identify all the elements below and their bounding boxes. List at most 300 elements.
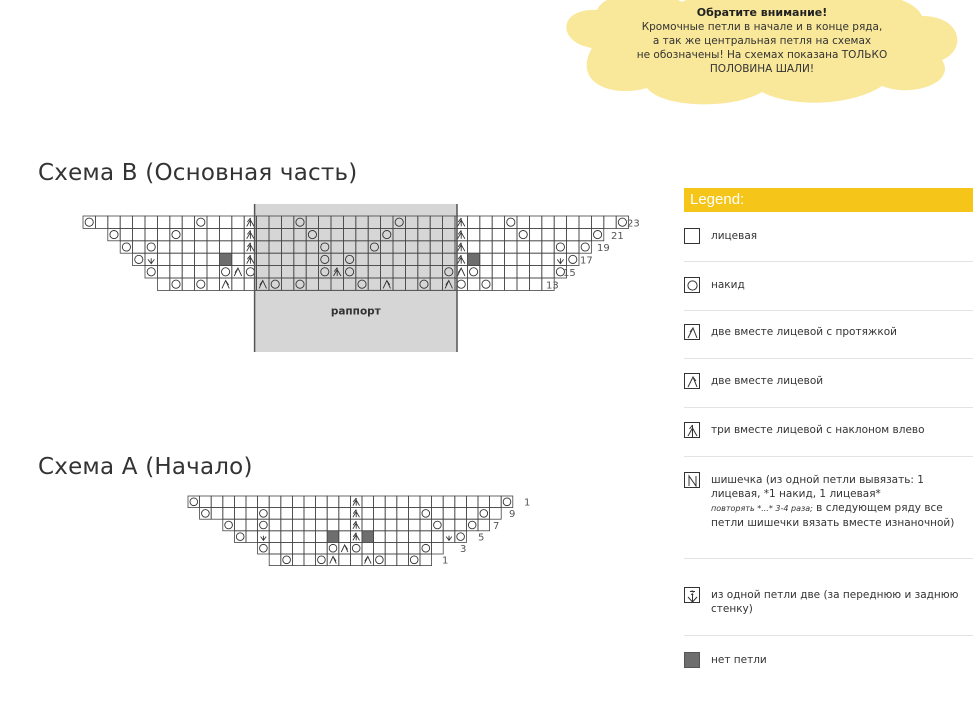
grid-cell — [567, 216, 579, 228]
circle-icon — [684, 277, 700, 293]
grid-cell — [182, 241, 194, 253]
grid-cell — [362, 519, 374, 531]
legend-label: из одной петли две (за переднюю и заднюю стенку) — [711, 589, 959, 615]
note-line: ПОЛОВИНА ШАЛИ! — [709, 63, 815, 75]
grid-cell — [339, 531, 351, 543]
yarn-over-mark — [457, 533, 465, 541]
grid-cell — [170, 216, 182, 228]
grid-cell — [182, 228, 194, 240]
yarn-over-mark — [246, 268, 254, 276]
grid-cell — [304, 542, 316, 554]
grid-cell — [350, 554, 362, 566]
increase-icon — [684, 587, 700, 603]
yarn-over-mark — [197, 280, 205, 288]
grid-cell — [517, 216, 529, 228]
grid-cell — [182, 253, 194, 265]
grid-cell — [316, 531, 328, 543]
yarn-over-mark — [85, 218, 93, 226]
row-number: 9 — [509, 509, 516, 521]
grid-cell — [246, 508, 258, 520]
grid-cell — [492, 253, 504, 265]
grid-cell — [339, 508, 351, 520]
grid-cell — [327, 508, 339, 520]
grid-cell — [133, 216, 145, 228]
triple-decrease-icon — [684, 422, 700, 438]
yarn-over-mark — [190, 498, 198, 506]
grid-cell — [133, 241, 145, 253]
grid-cell — [542, 253, 554, 265]
grid-cell — [316, 542, 328, 554]
legend-item-yarn-over — [684, 277, 973, 311]
increase-mark — [557, 258, 563, 263]
grid-cell — [269, 531, 281, 543]
grid-cell — [292, 554, 304, 566]
grid-cell — [480, 266, 492, 278]
grid-cell — [467, 253, 479, 265]
grid-cell — [432, 542, 444, 554]
grid-cell — [385, 531, 397, 543]
grid-cell — [443, 508, 455, 520]
yarn-over-mark — [147, 268, 155, 276]
grid-cell — [133, 228, 145, 240]
grid-cell — [579, 216, 591, 228]
grid-cell — [397, 508, 409, 520]
yarn-over-mark — [110, 231, 118, 239]
legend-item-no-stitch — [684, 652, 973, 682]
grid-cell — [95, 216, 107, 228]
grid-cell — [542, 216, 554, 228]
grid-cell — [362, 508, 374, 520]
legend-label: две вместе лицевой с протяжкой — [711, 326, 897, 338]
ssk-mark — [234, 268, 241, 276]
yarn-over-mark — [556, 243, 564, 251]
grid-cell — [397, 554, 409, 566]
yarn-over-mark — [222, 268, 230, 276]
grid-cell — [157, 253, 169, 265]
grid-cell — [362, 496, 374, 508]
k3tog-mark — [458, 230, 465, 238]
legend-label-rest: в следующем ряду все петли шишечки вязать вместе изнаночной) — [711, 502, 955, 529]
grid-cell — [219, 241, 231, 253]
yarn-over-mark — [260, 544, 268, 552]
note-title: Обратите внимание! — [696, 6, 828, 19]
grid-cell — [292, 508, 304, 520]
yarn-over-mark — [507, 218, 515, 226]
grid-cell — [195, 241, 207, 253]
grid-cell — [408, 519, 420, 531]
ssk-mark — [365, 557, 372, 564]
grid-cell — [480, 253, 492, 265]
grid-cell — [234, 508, 246, 520]
grid-cell — [157, 266, 169, 278]
row-number: 21 — [611, 230, 624, 242]
grid-cell — [170, 253, 182, 265]
yarn-over-mark — [581, 243, 589, 251]
grid-cell — [211, 508, 223, 520]
grid-cell — [542, 241, 554, 253]
grid-cell — [466, 508, 478, 520]
grid-cell — [542, 228, 554, 240]
grid-cell — [397, 496, 409, 508]
legend-label: лицевая — [711, 230, 758, 242]
grid-cell — [467, 241, 479, 253]
grid-cell — [223, 508, 235, 520]
grid-cell — [281, 531, 293, 543]
k3tog-mark — [247, 243, 254, 251]
grid-cell — [292, 496, 304, 508]
scheme-b-chart — [83, 204, 640, 352]
yarn-over-mark — [422, 510, 430, 518]
grid-cell — [480, 241, 492, 253]
grid-cell — [432, 508, 444, 520]
grid-cell — [223, 496, 235, 508]
grid-cell — [591, 216, 603, 228]
increase-mark — [446, 536, 452, 541]
grid-cell — [170, 241, 182, 253]
grid-cell — [232, 228, 244, 240]
grid-cell — [246, 496, 258, 508]
grid-cell — [269, 519, 281, 531]
legend-item-knit — [684, 228, 973, 262]
grid-cell — [269, 508, 281, 520]
yarn-over-mark — [503, 498, 511, 506]
empty-square-icon — [684, 228, 700, 244]
row-number: 13 — [546, 280, 559, 292]
increase-mark — [148, 258, 154, 263]
grid-cell — [362, 542, 374, 554]
ssk-mark — [458, 268, 465, 276]
bobble-icon — [684, 472, 700, 488]
k3tog-mark — [353, 533, 360, 541]
left-decrease-icon — [684, 324, 700, 340]
grid-cell — [443, 496, 455, 508]
grid-cell — [505, 228, 517, 240]
grid-cell — [157, 241, 169, 253]
grid-cell — [182, 216, 194, 228]
grid-cell — [232, 253, 244, 265]
note-line: а так же центральная петля на схемах — [652, 35, 872, 47]
grid-cell — [492, 216, 504, 228]
repeat-label: раппорт — [330, 305, 381, 318]
grid-cell — [182, 266, 194, 278]
grid-cell — [219, 253, 231, 265]
grid-cell — [505, 253, 517, 265]
yarn-over-mark — [172, 231, 180, 239]
grid-cell — [304, 508, 316, 520]
grid-cell — [455, 519, 467, 531]
grid-cell — [195, 228, 207, 240]
yarn-over-mark — [318, 556, 326, 564]
yarn-over-mark — [482, 280, 490, 288]
grid-cell — [207, 241, 219, 253]
grid-cell — [170, 266, 182, 278]
yarn-over-mark — [569, 255, 577, 263]
yarn-over-mark — [225, 521, 233, 529]
grid-cell — [219, 216, 231, 228]
grid-cell — [232, 241, 244, 253]
no-stitch-icon — [684, 652, 700, 668]
grid-cell — [408, 531, 420, 543]
grid-cell — [397, 519, 409, 531]
yarn-over-mark — [480, 510, 488, 518]
grid-cell — [529, 216, 541, 228]
row-number: 23 — [627, 218, 640, 230]
grid-cell — [490, 496, 502, 508]
k3tog-mark — [353, 498, 360, 506]
legend-item-ssk — [684, 324, 973, 359]
yarn-over-mark — [147, 243, 155, 251]
grid-cell — [567, 228, 579, 240]
grid-cell — [517, 241, 529, 253]
k2tog-mark — [330, 557, 337, 564]
grid-cell — [269, 496, 281, 508]
grid-cell — [420, 531, 432, 543]
grid-cell — [207, 216, 219, 228]
yarn-over-mark — [283, 556, 291, 564]
grid-cell — [281, 519, 293, 531]
legend-item-bobble — [684, 472, 973, 559]
grid-cell — [157, 228, 169, 240]
yarn-over-mark — [434, 521, 442, 529]
grid-cell — [529, 228, 541, 240]
grid-cell — [517, 253, 529, 265]
grid-cell — [374, 531, 386, 543]
legend-label-main: шишечка (из одной петли вывязать: 1 лицевая, *1 накид, 1 лицевая* — [711, 474, 924, 500]
grid-cell — [385, 508, 397, 520]
grid-cell — [281, 508, 293, 520]
grid-cell — [420, 519, 432, 531]
grid-cell — [258, 496, 270, 508]
grid-cell — [385, 519, 397, 531]
grid-cell — [480, 216, 492, 228]
grid-cell — [292, 519, 304, 531]
grid-cell — [420, 554, 432, 566]
grid-cell — [207, 278, 219, 290]
legend-label: три вместе лицевой с наклоном влево — [711, 424, 925, 436]
grid-cell — [157, 216, 169, 228]
row-number: 7 — [493, 520, 500, 532]
grid-cell — [385, 554, 397, 566]
grid-cell — [304, 496, 316, 508]
yarn-over-mark — [135, 255, 143, 263]
legend-item-increase — [684, 587, 973, 636]
grid-cell — [432, 496, 444, 508]
legend-label — [711, 473, 973, 530]
yarn-over-mark — [202, 510, 210, 518]
grid-cell — [200, 496, 212, 508]
legend-item-k2tog — [684, 373, 973, 408]
grid-cell — [505, 266, 517, 278]
grid-cell — [467, 216, 479, 228]
grid-cell — [529, 253, 541, 265]
yarn-over-mark — [468, 521, 476, 529]
grid-cell — [374, 496, 386, 508]
row-number: 17 — [580, 255, 593, 267]
scheme-a-title: Схема А (Начало) — [38, 454, 253, 480]
grid-cell — [234, 519, 246, 531]
grid-cell — [120, 228, 132, 240]
grid-cell — [467, 228, 479, 240]
grid-cell — [246, 531, 258, 543]
yarn-over-mark — [457, 280, 465, 288]
k3tog-mark — [353, 521, 360, 529]
k3tog-mark — [247, 255, 254, 263]
right-decrease-icon — [684, 373, 700, 389]
grid-cell — [281, 542, 293, 554]
grid-cell — [604, 216, 616, 228]
increase-mark — [261, 536, 267, 541]
grid-cell — [478, 519, 490, 531]
legend-panel — [684, 188, 973, 666]
note-line: Кромочные петли в начале и в конце ряда, — [641, 21, 883, 33]
grid-cell — [374, 508, 386, 520]
k3tog-mark — [458, 255, 465, 263]
grid-cell — [316, 496, 328, 508]
grid-cell — [505, 241, 517, 253]
grid-cell — [374, 519, 386, 531]
grid-cell — [408, 496, 420, 508]
grid-cell — [490, 508, 502, 520]
note-line: не обозначены! На схемах показана ТОЛЬКО — [636, 49, 888, 61]
grid-cell — [316, 519, 328, 531]
grid-cell — [292, 542, 304, 554]
grid-cell — [362, 531, 374, 543]
legend-label: накид — [711, 279, 745, 291]
grid-cell — [339, 496, 351, 508]
grid-cell — [195, 253, 207, 265]
yarn-over-mark — [594, 231, 602, 239]
grid-cell — [339, 519, 351, 531]
grid-cell — [505, 278, 517, 290]
yarn-over-mark — [260, 521, 268, 529]
grid-cell — [542, 266, 554, 278]
grid-cell — [408, 542, 420, 554]
yarn-over-mark — [410, 556, 418, 564]
grid-cell — [397, 531, 409, 543]
grid-cell — [219, 228, 231, 240]
row-number: 1 — [442, 555, 449, 567]
grid-cell — [232, 278, 244, 290]
grid-cell — [554, 228, 566, 240]
k3tog-mark — [458, 218, 465, 226]
yarn-over-mark — [352, 544, 360, 552]
legend-label: две вместе лицевой — [711, 375, 824, 387]
grid-cell — [517, 266, 529, 278]
grid-cell — [517, 278, 529, 290]
grid-cell — [304, 519, 316, 531]
grid-cell — [211, 496, 223, 508]
legend-label-small: повторять *...* 3-4 раза; — [711, 504, 813, 513]
yarn-over-mark — [329, 544, 337, 552]
row-number: 1 — [524, 497, 531, 509]
grid-cell — [207, 266, 219, 278]
grid-cell — [120, 216, 132, 228]
grid-cell — [385, 496, 397, 508]
scheme-a-chart — [188, 496, 530, 567]
grid-cell — [466, 496, 478, 508]
grid-cell — [304, 554, 316, 566]
grid-cell — [339, 554, 351, 566]
grid-cell — [443, 519, 455, 531]
yarn-over-mark — [618, 218, 626, 226]
grid-cell — [327, 531, 339, 543]
grid-cell — [420, 496, 432, 508]
yarn-over-mark — [260, 510, 268, 518]
grid-cell — [385, 542, 397, 554]
k3tog-mark — [353, 510, 360, 518]
grid-cell — [195, 266, 207, 278]
grid-cell — [397, 542, 409, 554]
grid-cell — [529, 241, 541, 253]
grid-cell — [108, 216, 120, 228]
legend-label: нет петли — [711, 654, 767, 666]
legend-item-k3tog — [684, 422, 973, 457]
grid-cell — [455, 508, 467, 520]
grid-cell — [492, 266, 504, 278]
row-number: 15 — [563, 268, 576, 279]
grid-cell — [269, 542, 281, 554]
grid-cell — [579, 228, 591, 240]
grid-cell — [327, 519, 339, 531]
yarn-over-mark — [197, 218, 205, 226]
yarn-over-mark — [422, 544, 430, 552]
k3tog-mark — [458, 243, 465, 251]
grid-cell — [207, 253, 219, 265]
grid-cell — [246, 519, 258, 531]
grid-cell — [145, 216, 157, 228]
yarn-over-mark — [470, 268, 478, 276]
grid-cell — [455, 496, 467, 508]
grid-cell — [478, 496, 490, 508]
grid-cell — [432, 531, 444, 543]
grid-cell — [232, 216, 244, 228]
grid-cell — [554, 216, 566, 228]
k3tog-mark — [247, 230, 254, 238]
grid-cell — [281, 496, 293, 508]
k2tog-mark — [222, 281, 229, 289]
k3tog-mark — [247, 218, 254, 226]
row-number: 5 — [478, 532, 485, 544]
yarn-over-mark — [236, 533, 244, 541]
scheme-b-title: Схема В (Основная часть) — [38, 160, 358, 186]
grid-cell — [492, 241, 504, 253]
yarn-over-mark — [519, 231, 527, 239]
grid-cell — [408, 508, 420, 520]
grid-cell — [567, 241, 579, 253]
grid-cell — [207, 228, 219, 240]
yarn-over-mark — [376, 556, 384, 564]
grid-cell — [292, 531, 304, 543]
grid-cell — [157, 278, 169, 290]
grid-cell — [304, 531, 316, 543]
svg-text:2: 2 — [690, 590, 695, 597]
grid-cell — [492, 278, 504, 290]
row-number: 3 — [460, 544, 467, 555]
grid-cell — [374, 542, 386, 554]
grid-cell — [316, 508, 328, 520]
grid-cell — [467, 278, 479, 290]
k2tog-mark — [341, 545, 348, 552]
legend-title: Legend: — [684, 188, 973, 212]
grid-cell — [529, 278, 541, 290]
grid-cell — [480, 228, 492, 240]
row-number: 19 — [597, 243, 610, 255]
yarn-over-mark — [172, 280, 180, 288]
grid-cell — [145, 228, 157, 240]
grid-cell — [234, 496, 246, 508]
grid-cell — [182, 278, 194, 290]
grid-cell — [529, 266, 541, 278]
